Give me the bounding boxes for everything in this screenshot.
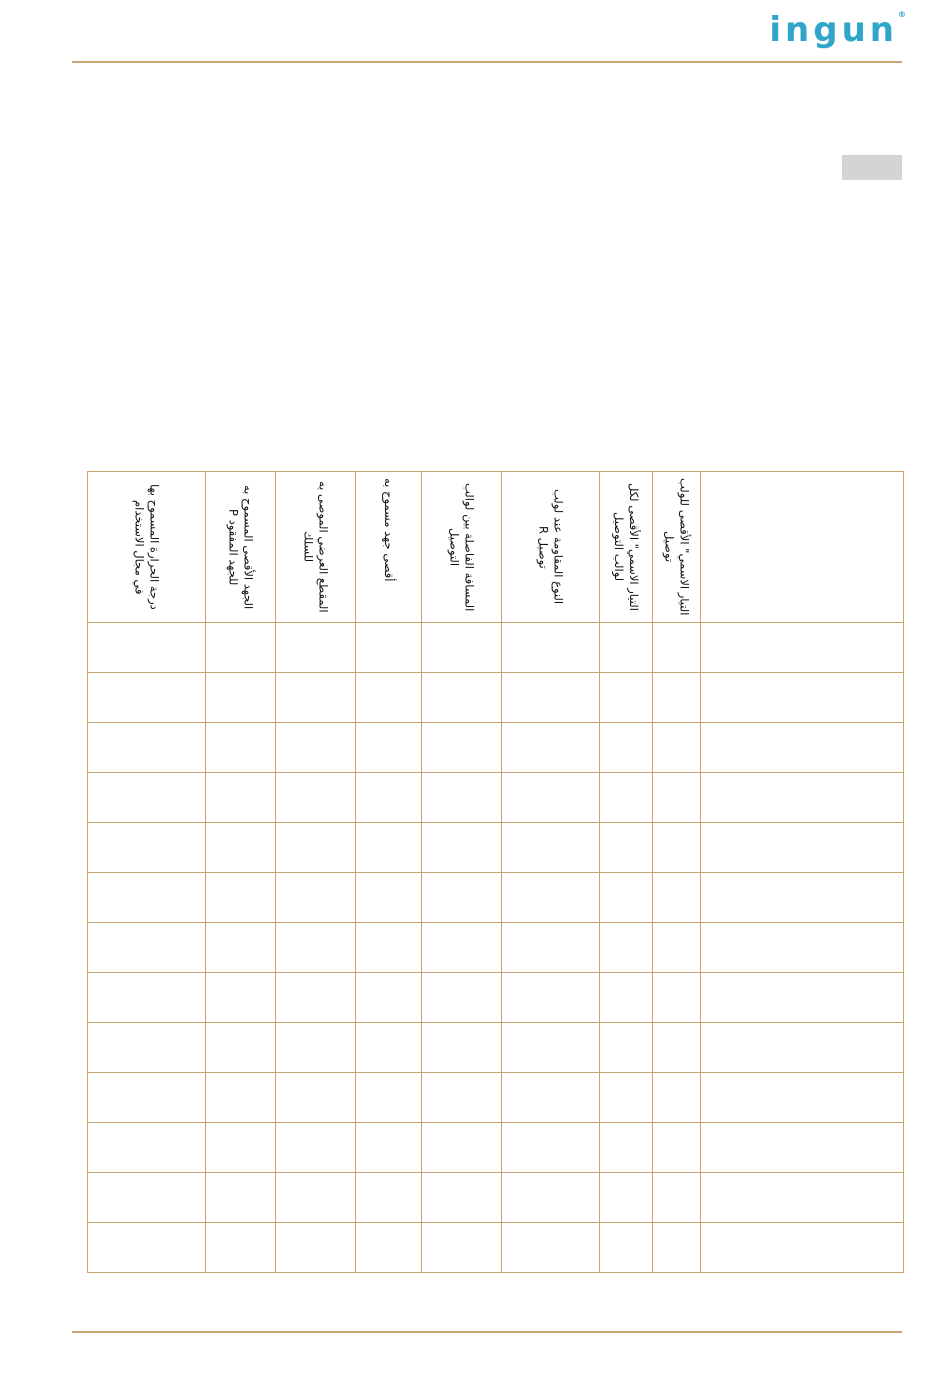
table-cell — [600, 973, 653, 1023]
section-tab-marker — [842, 155, 902, 180]
table-cell — [88, 1123, 206, 1173]
header-label: التيار الاسمي" الأقصى لكل لوالب التوصيل — [612, 483, 641, 611]
table-cell — [206, 1223, 276, 1273]
header-max-current-single — [653, 472, 701, 623]
table-row — [88, 673, 904, 723]
table-cell — [653, 1173, 701, 1223]
header-label: درجة الحرارة المسموح بها في مجال الاستخدام — [132, 484, 162, 610]
header-operating-temperature — [88, 472, 206, 623]
table-cell — [701, 1223, 904, 1273]
table-cell — [422, 623, 502, 673]
table-cell — [422, 973, 502, 1023]
table-cell — [206, 923, 276, 973]
table-cell — [276, 973, 356, 1023]
table-cell — [502, 773, 600, 823]
table-cell — [653, 673, 701, 723]
table-cell — [701, 1073, 904, 1123]
table-cell — [422, 923, 502, 973]
table-cell — [653, 623, 701, 673]
table-cell — [600, 873, 653, 923]
table-cell — [276, 1073, 356, 1123]
table-cell — [276, 673, 356, 723]
header-label: أقصى جهد مسموح به — [382, 478, 396, 582]
table-cell — [502, 1023, 600, 1073]
table-cell — [88, 673, 206, 723]
table-row — [88, 1073, 904, 1123]
ingun-logo — [769, 10, 906, 50]
table-cell — [653, 1123, 701, 1173]
table-cell — [422, 1123, 502, 1173]
table-cell — [653, 1073, 701, 1123]
table-cell — [356, 1023, 422, 1073]
table-body — [88, 623, 904, 1273]
header-label: التيار الاسمي" الأقصى للولب توصيل — [662, 478, 692, 616]
table-cell — [600, 923, 653, 973]
header-terminal-spacing — [422, 472, 502, 623]
table-cell — [653, 973, 701, 1023]
table-cell — [600, 773, 653, 823]
table-cell — [600, 823, 653, 873]
table-cell — [422, 723, 502, 773]
table-cell — [356, 973, 422, 1023]
table-row — [88, 873, 904, 923]
header-max-voltage-drop — [206, 472, 276, 623]
table-cell — [276, 623, 356, 673]
table-cell — [276, 873, 356, 923]
table-cell — [701, 973, 904, 1023]
table-cell — [206, 1173, 276, 1223]
table-cell — [701, 1123, 904, 1173]
header-label: النوع المقاومة عند لولب توصيل R — [536, 489, 566, 605]
table-cell — [502, 623, 600, 673]
table-row — [88, 923, 904, 973]
table-cell — [653, 773, 701, 823]
table-cell — [600, 723, 653, 773]
table-cell — [653, 1023, 701, 1073]
table-cell — [356, 673, 422, 723]
table-cell — [206, 823, 276, 873]
table-cell — [88, 973, 206, 1023]
table-row — [88, 1173, 904, 1223]
table-cell — [502, 1223, 600, 1273]
table-cell — [502, 1173, 600, 1223]
table-cell — [422, 773, 502, 823]
table-cell — [600, 623, 653, 673]
table-cell — [88, 873, 206, 923]
table-cell — [701, 873, 904, 923]
table-row — [88, 1023, 904, 1073]
table-row — [88, 1123, 904, 1173]
table-cell — [356, 1123, 422, 1173]
table-cell — [502, 823, 600, 873]
table-cell — [356, 923, 422, 973]
table-cell — [502, 873, 600, 923]
table-cell — [356, 873, 422, 923]
table-cell — [502, 1073, 600, 1123]
table-cell — [502, 1123, 600, 1173]
table-cell — [653, 1223, 701, 1273]
table-cell — [356, 723, 422, 773]
header-wire-cross-section — [276, 472, 356, 623]
table-cell — [701, 673, 904, 723]
table-cell — [88, 773, 206, 823]
table-cell — [356, 1173, 422, 1223]
table-cell — [206, 723, 276, 773]
table-row — [88, 723, 904, 773]
registered-mark: ® — [898, 10, 906, 19]
table-cell — [502, 923, 600, 973]
table-cell — [422, 823, 502, 873]
table-cell — [276, 923, 356, 973]
table-cell — [88, 1173, 206, 1223]
table-cell — [206, 1073, 276, 1123]
table-cell — [88, 623, 206, 673]
table-cell — [356, 1073, 422, 1123]
table-cell — [600, 1023, 653, 1073]
table-cell — [600, 1123, 653, 1173]
table-row — [88, 773, 904, 823]
table-cell — [502, 673, 600, 723]
table-cell — [276, 823, 356, 873]
header-label: المسافة الفاصلة بين لوالب التوصيل — [447, 482, 477, 612]
table-cell — [206, 1123, 276, 1173]
table-cell — [502, 973, 600, 1023]
table-cell — [502, 723, 600, 773]
table-cell — [422, 1023, 502, 1073]
header-rule — [72, 61, 902, 63]
table-row — [88, 973, 904, 1023]
table-cell — [276, 723, 356, 773]
table-cell — [356, 773, 422, 823]
table-cell — [701, 723, 904, 773]
table-cell — [206, 673, 276, 723]
table-cell — [653, 923, 701, 973]
table-cell — [701, 923, 904, 973]
table-cell — [701, 1173, 904, 1223]
table-cell — [356, 623, 422, 673]
table-cell — [422, 673, 502, 723]
table-cell — [206, 973, 276, 1023]
table-cell — [276, 773, 356, 823]
table-cell — [701, 773, 904, 823]
footer-rule — [72, 1331, 902, 1333]
table-cell — [88, 923, 206, 973]
table-cell — [88, 1023, 206, 1073]
header-resistance-type — [502, 472, 600, 623]
specification-table — [87, 471, 904, 1273]
table-cell — [701, 1023, 904, 1073]
header-max-current-all — [600, 472, 653, 623]
table-cell — [653, 823, 701, 873]
table-cell — [206, 873, 276, 923]
header-type-column — [701, 472, 904, 623]
table-row — [88, 823, 904, 873]
logo-text: ingun — [769, 10, 898, 50]
table-cell — [600, 1223, 653, 1273]
table-cell — [88, 823, 206, 873]
table-cell — [276, 1123, 356, 1173]
table-row — [88, 1223, 904, 1273]
table-cell — [422, 1223, 502, 1273]
table-header-row — [88, 472, 904, 623]
table-row — [88, 623, 904, 673]
table-cell — [600, 1173, 653, 1223]
table-cell — [422, 1173, 502, 1223]
table-cell — [422, 873, 502, 923]
table-cell — [701, 623, 904, 673]
table-cell — [600, 1073, 653, 1123]
table-cell — [206, 623, 276, 673]
table-cell — [422, 1073, 502, 1123]
table-cell — [356, 1223, 422, 1273]
table-cell — [276, 1223, 356, 1273]
table-cell — [701, 823, 904, 873]
table-cell — [356, 823, 422, 873]
table-cell — [276, 1023, 356, 1073]
table-cell — [276, 1173, 356, 1223]
header-max-voltage — [356, 472, 422, 623]
table-cell — [653, 873, 701, 923]
table-cell — [88, 723, 206, 773]
table-cell — [653, 723, 701, 773]
table-cell — [206, 1023, 276, 1073]
table-cell — [206, 773, 276, 823]
header-label: المقطع العرضي الموصى به للسلك — [301, 481, 331, 613]
table-cell — [600, 673, 653, 723]
table-cell — [88, 1223, 206, 1273]
table-cell — [88, 1073, 206, 1123]
header-label: الجهد الأقصى المسموح به للجهد المفقود P — [226, 484, 256, 610]
